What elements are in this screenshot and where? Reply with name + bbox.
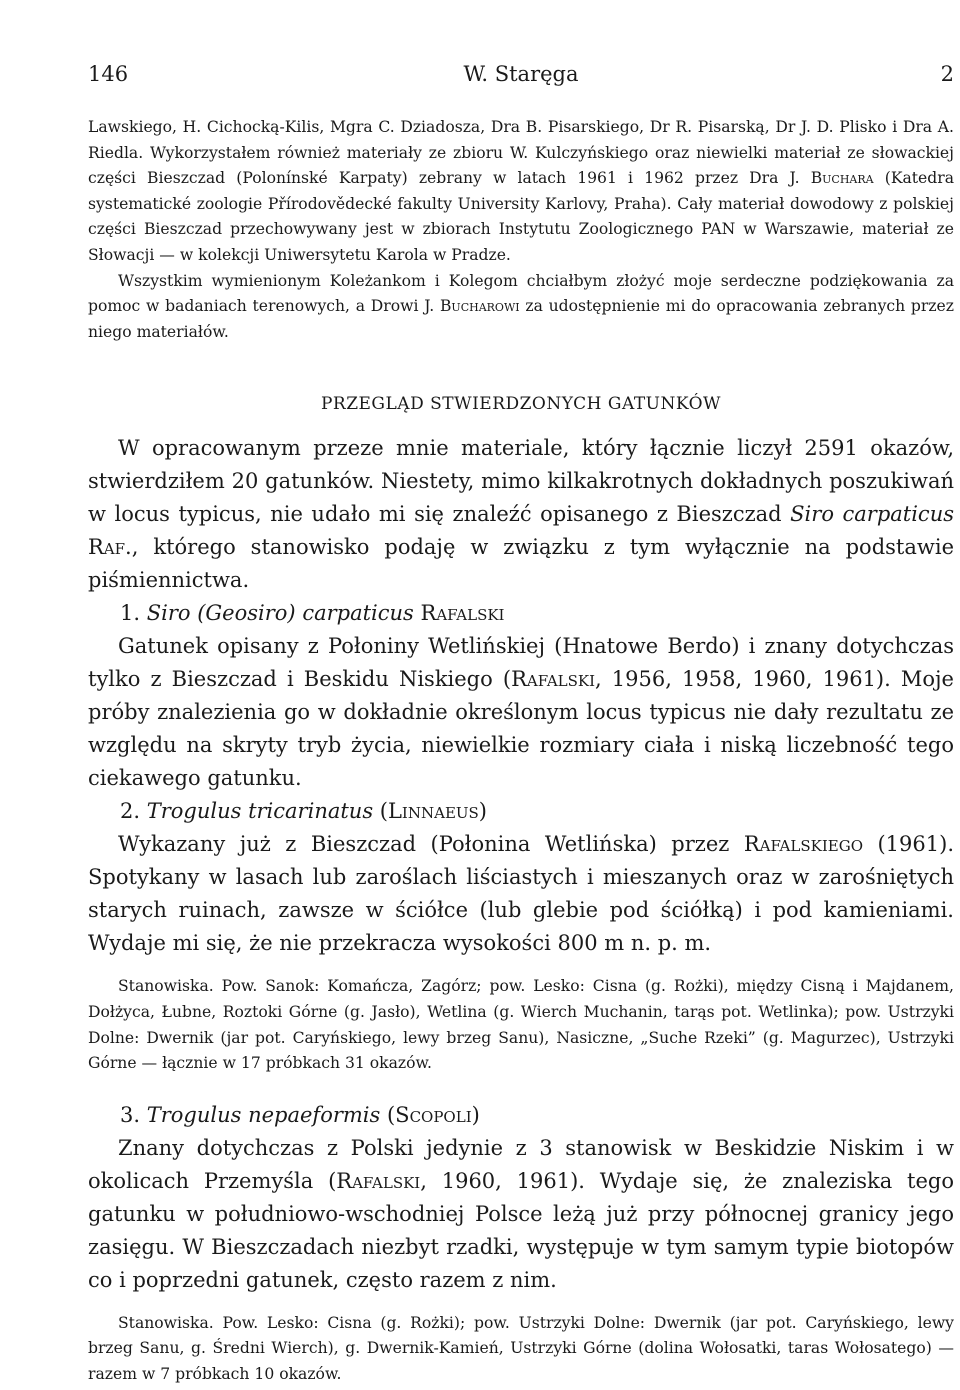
species-text-3: Znany dotychczas z Polski jedynie z 3 stanowisk w Beskidzie Niskim i w okolicach Przemyśla (Rafalski, 1960, 1961). Wydaje się, że znaleziska tego gatunku w południowo-wschodniej Polsce leżą już przy północnej granicy jego zasięgu. W Bieszczadach niezbyt rzadki, występuje w tym samym typie biotopów co i poprzedni gatunek, często razem z nim.: [88, 1135, 954, 1292]
acknowledgement-paragraph-1: Lawskiego, H. Cichocką-Kilis, Mgra C. Dziadosza, Dra B. Pisarskiego, Dr R. Pisarską, Dr J. D. Plisko i Dra A. Riedla. Wykorzystałem również materiały ze zbioru W. Kulczyńskiego oraz niewielki materiał ze słowackiej części Bieszczad (Polonínské Karpaty) zebrany w latach 1961 i 1962 przez Dra J. Buchara (Katedra systematické zoologie Přírodovědecké fakulty University Karlovy, Praha). Cały materiał dowodowy z polskiej części Bieszczad przechowywany jest w zbiorach Instytutu Zoologicznego PAN w Warszawie, materiał ze Słowacji — w kolekcji Uniwersytetu Karola w Pradze.: [88, 118, 954, 264]
species-heading-2: 2. Trogulus tricarinatus (Linnaeus): [120, 799, 488, 824]
page-number: 146: [88, 62, 129, 86]
species-heading-3: 3. Trogulus nepaeformis (Scopoli): [120, 1102, 480, 1127]
overview-paragraph: W opracowanym przeze mnie materiale, który łącznie liczył 2591 okazów, stwierdziłem 20 gatunków. Niestety, mimo kilkakrotnych dokładnych poszukiwań w locus typicus, nie udało mi się znaleźć opisanego z Bieszczad Siro carpaticus Raf., którego stanowisko podaję w związku z tym wyłącznie na podstawie piśmiennictwa.: [88, 436, 954, 593]
part-number: 2: [940, 62, 954, 86]
running-header: [88, 50, 954, 100]
species-heading-1: 1. Siro (Geosiro) carpaticus Rafalski: [120, 601, 505, 626]
species-text-2: Wykazany już z Bieszczad (Połonina Wetlińska) przez Rafalskiego (1961). Spotykany w lasach lub zaroślach liściastych i mieszanych oraz w zarośniętych starych ruinach, zawsze w ściółce (lub glebie pod ściółką) i pod kamieniami. Wydaje mi się, że nie przekracza wysokości 800 m n. p. m.: [88, 832, 954, 956]
page: [88, 50, 954, 1388]
species-text-1: Gatunek opisany z Połoniny Wetlińskiej (Hnatowe Berdo) i znany dotychczas tylko z Bieszczad i Beskidu Niskiego (Rafalski, 1956, 1958, 1960, 1961). Moje próby znalezienia go w dokładnie określonym locus typicus nie dały rezultatu ze względu na skryty tryb życia, niewielkie rozmiary ciała i niską liczebność tego ciekawego gatunku.: [88, 634, 954, 791]
species-localities-3: Stanowiska. Pow. Lesko: Cisna (g. Rożki); pow. Ustrzyki Dolne: Dwernik (jar pot. Caryńskiego, lewy brzeg Sanu, g. Średni Wierch), g. Dwernik-Kamień, Ustrzyki Górne (dolina Wołosatki, taras Wołosatego) — razem w 7 próbkach 10 okazów.: [88, 1313, 954, 1383]
acknowledgement-paragraph-2: Wszystkim wymienionym Koleżankom i Kolegom chciałbym złożyć moje serdeczne podziękowania za pomoc w badaniach terenowych, a Drowi J. Bucharowi za udostępnienie mi do opracowania zebranych przez niego materiałów.: [88, 271, 954, 341]
section-heading: PRZEGLĄD STWIERDZONYCH GATUNKÓW: [320, 394, 722, 415]
running-title: W. Staręga: [463, 62, 579, 86]
species-localities-2: Stanowiska. Pow. Sanok: Komańcza, Zagórz; pow. Lesko: Cisna (g. Rożki), między Cisną i Majdanem, Dołżyca, Łubne, Roztoki Górne (g. Jasło), Wetlina (g. Wierch Muchanin, tarąs pot. Wetlinka); pow. Ustrzyki Dolne: Dwernik (jar pot. Caryńskiego, lewy brzeg Sanu), Nasiczne, „Suche Rzeki” (g. Magurzec), Ustrzyki Górne — łącznie w 17 próbkach 31 okazów.: [88, 977, 954, 1073]
